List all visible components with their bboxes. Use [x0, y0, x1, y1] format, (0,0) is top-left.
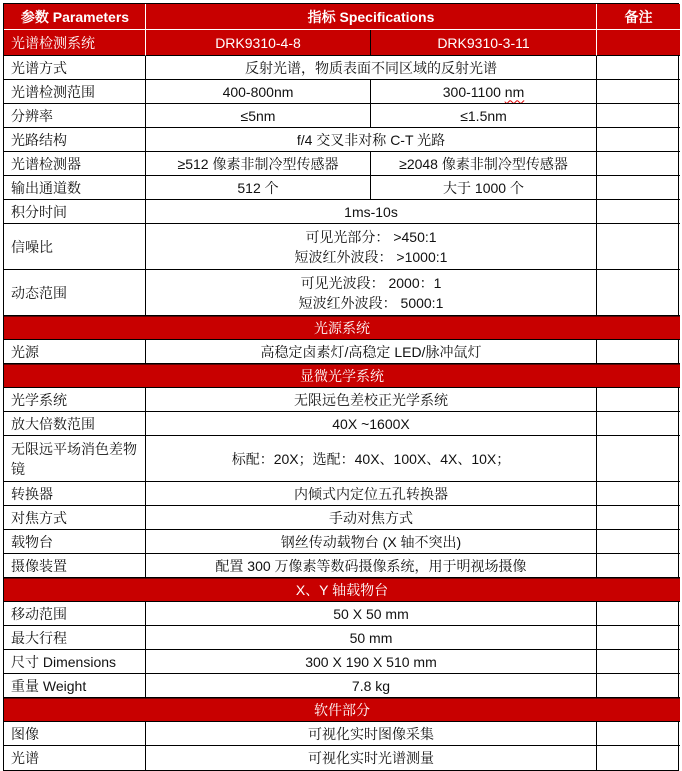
param-cell: 光谱: [4, 746, 146, 770]
row-camera: [4, 554, 680, 578]
header-specifications: 指标 Specifications: [146, 4, 597, 30]
param-cell: 分辨率: [4, 104, 146, 128]
value-cell-1: 400-800nm: [146, 80, 371, 104]
note-cell: [597, 722, 680, 746]
param-cell: 重量 Weight: [4, 674, 146, 698]
value-cell: 钢丝传动载物台 (X 轴不突出): [146, 530, 597, 554]
param-cell: 光学系统: [4, 388, 146, 412]
row-max-travel: [4, 626, 680, 650]
row-focus-mode: [4, 506, 680, 530]
note-cell: [597, 412, 680, 436]
value-cell: 40X ~1600X: [146, 412, 597, 436]
note-cell: [597, 506, 680, 530]
param-cell: 信噪比: [4, 224, 146, 270]
section-software: [4, 698, 680, 722]
note-cell: [597, 152, 680, 176]
param-cell: 最大行程: [4, 626, 146, 650]
value-cell-2: 大于 1000 个: [371, 176, 597, 200]
note-cell: [597, 340, 680, 364]
row-integration-time: [4, 200, 680, 224]
dynamic-range-line-1: 可见光波段： 2000：1: [300, 274, 442, 291]
row-stage: [4, 530, 680, 554]
value-cell: 手动对焦方式: [146, 506, 597, 530]
row-travel-range: [4, 602, 680, 626]
param-cell: 光源: [4, 340, 146, 364]
param-cell: 图像: [4, 722, 146, 746]
param-cell: 放大倍数范围: [4, 412, 146, 436]
value-cell: 配置 300 万像素等数码摄像系统，用于明视场摄像: [146, 554, 597, 578]
header-notes: 备注: [597, 4, 680, 30]
row-output-channels: [4, 176, 680, 200]
param-cell: 光谱方式: [4, 56, 146, 80]
section-microscopy-optics: [4, 364, 680, 388]
row-image: [4, 722, 680, 746]
value-cell-2: [371, 80, 597, 104]
param-cell: 动态范围: [4, 270, 146, 316]
row-spectrum: [4, 746, 680, 770]
param-cell: 载物台: [4, 530, 146, 554]
note-cell: [597, 626, 680, 650]
note-cell: [597, 80, 680, 104]
value-cell: 标配：20X；选配：40X、100X、4X、10X；: [146, 436, 597, 482]
param-cell: 光谱检测器: [4, 152, 146, 176]
value-cell-1: 512 个: [146, 176, 371, 200]
param-cell: 转换器: [4, 482, 146, 506]
note-cell: [597, 104, 680, 128]
value-cell: 1ms-10s: [146, 200, 597, 224]
param-cell: 对焦方式: [4, 506, 146, 530]
param-cell: 尺寸 Dimensions: [4, 650, 146, 674]
header-parameters: 参数 Parameters: [4, 4, 146, 30]
snr-line-2: 短波红外波段： >1000:1: [294, 248, 448, 265]
specifications-table: [4, 4, 680, 770]
section-title: 显微光学系统: [4, 364, 680, 388]
value-cell: 可视化实时图像采集: [146, 722, 597, 746]
row-resolution: [4, 104, 680, 128]
model-cell-1: DRK9310-4-8: [146, 30, 371, 56]
value-cell-2: ≥2048 像素非制冷型传感器: [371, 152, 597, 176]
row-detection-range: [4, 80, 680, 104]
note-cell: [597, 270, 680, 316]
value-cell: 无限远色差校正光学系统: [146, 388, 597, 412]
row-detector: [4, 152, 680, 176]
row-magnification-range: [4, 412, 680, 436]
note-cell: [597, 482, 680, 506]
note-cell: [597, 602, 680, 626]
note-cell: [597, 650, 680, 674]
note-cell: [597, 56, 680, 80]
model-cell-2: DRK9310-3-11: [371, 30, 597, 56]
section-title: X、Y 轴载物台: [4, 578, 680, 602]
param-cell: 光路结构: [4, 128, 146, 152]
note-cell: [597, 176, 680, 200]
note-cell: [597, 200, 680, 224]
value-cell: 300 X 190 X 510 mm: [146, 650, 597, 674]
value-cell: 可视化实时光谱测量: [146, 746, 597, 770]
value-cell: 50 X 50 mm: [146, 602, 597, 626]
row-nosepiece: [4, 482, 680, 506]
value-cell: 高稳定卤素灯/高稳定 LED/脉冲氙灯: [146, 340, 597, 364]
row-spectral-mode: [4, 56, 680, 80]
row-snr: [4, 224, 680, 270]
section-title: 光源系统: [4, 316, 680, 340]
value-cell: [146, 270, 597, 316]
param-cell: 摄像装置: [4, 554, 146, 578]
value-cell: 反射光谱，物质表面不同区域的反射光谱: [146, 56, 597, 80]
value-cell-1: ≥512 像素非制冷型传感器: [146, 152, 371, 176]
note-cell: [597, 128, 680, 152]
row-objective-lens: [4, 436, 680, 482]
row-spectral-detection-system: [4, 30, 680, 56]
value-cell: f/4 交叉非对称 C-T 光路: [146, 128, 597, 152]
note-cell: [597, 530, 680, 554]
row-light-source: [4, 340, 680, 364]
range-text: 300-1100: [442, 83, 505, 100]
param-cell: 输出通道数: [4, 176, 146, 200]
dynamic-range-line-2: 短波红外波段： 5000:1: [298, 294, 444, 311]
note-cell: [597, 30, 680, 56]
value-cell-2: ≤1.5nm: [371, 104, 597, 128]
note-cell: [597, 746, 680, 770]
param-cell: 无限远平场消色差物镜: [4, 436, 146, 482]
row-optical-system: [4, 388, 680, 412]
value-cell-1: ≤5nm: [146, 104, 371, 128]
row-weight: [4, 674, 680, 698]
value-cell: 7.8 kg: [146, 674, 597, 698]
section-light-source: [4, 316, 680, 340]
row-dimensions: [4, 650, 680, 674]
spec-table: [3, 3, 679, 771]
note-cell: [597, 554, 680, 578]
param-cell: 积分时间: [4, 200, 146, 224]
note-cell: [597, 224, 680, 270]
value-cell: [146, 224, 597, 270]
section-xy-stage: [4, 578, 680, 602]
param-cell: 光谱检测系统: [4, 30, 146, 56]
value-cell: 内倾式内定位五孔转换器: [146, 482, 597, 506]
table-header-row: [4, 4, 680, 30]
note-cell: [597, 674, 680, 698]
param-cell: 移动范围: [4, 602, 146, 626]
section-title: 软件部分: [4, 698, 680, 722]
snr-line-1: 可见光部分： >450:1: [305, 228, 437, 245]
row-optical-path: [4, 128, 680, 152]
spellcheck-wavy-text: nm: [504, 83, 525, 100]
value-cell: 50 mm: [146, 626, 597, 650]
param-cell: 光谱检测范围: [4, 80, 146, 104]
note-cell: [597, 436, 680, 482]
row-dynamic-range: [4, 270, 680, 316]
note-cell: [597, 388, 680, 412]
